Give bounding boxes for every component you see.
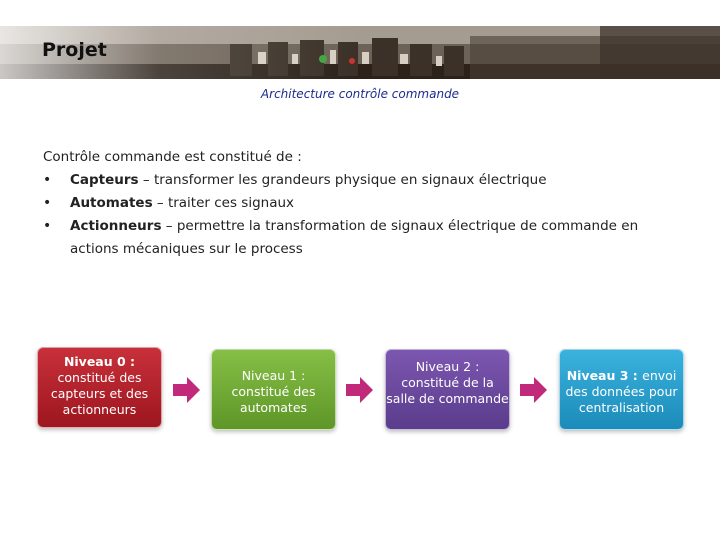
- bullet-text: – permettre la transformation de signaux électrique de commande en actions mécaniques sur le process: [70, 218, 639, 257]
- bullet-text: – transformer les grandeurs physique en signaux électrique: [138, 172, 547, 188]
- bullet-icon: •: [43, 172, 52, 188]
- right-arrow-icon: [520, 376, 547, 404]
- intro-text: Contrôle commande est constitué de :: [43, 149, 302, 165]
- level-description: envoi des données pour centralisation: [565, 368, 678, 415]
- bullet-icon: •: [43, 195, 52, 211]
- right-arrow-icon: [346, 376, 373, 404]
- level-label: Niveau 2 :: [415, 359, 480, 374]
- bullet-term: Automates: [70, 195, 153, 211]
- bullet-text: – traiter ces signaux: [152, 195, 295, 211]
- level-description: constitué des capteurs et des actionneurs: [50, 370, 149, 417]
- bullet-icon: •: [43, 218, 52, 234]
- bullet-term: Actionneurs: [70, 218, 162, 234]
- level-description: constitué des automates: [231, 384, 316, 415]
- level-label: Niveau 3 :: [566, 368, 643, 383]
- level-3-box: [559, 349, 684, 430]
- right-arrow-icon: [173, 376, 200, 404]
- level-label: Niveau 1 :: [241, 368, 306, 383]
- level-label: Niveau 0 :: [63, 354, 136, 369]
- slide-subtitle-text: Architecture contrôle commande: [260, 87, 460, 101]
- level-0-box: [37, 347, 162, 428]
- level-1-box: [211, 349, 336, 430]
- bullet-term: Capteurs: [70, 172, 139, 188]
- level-2-box: [385, 349, 510, 430]
- page-title: Projet: [42, 39, 107, 61]
- level-description: constitué de la salle de commande: [386, 375, 509, 406]
